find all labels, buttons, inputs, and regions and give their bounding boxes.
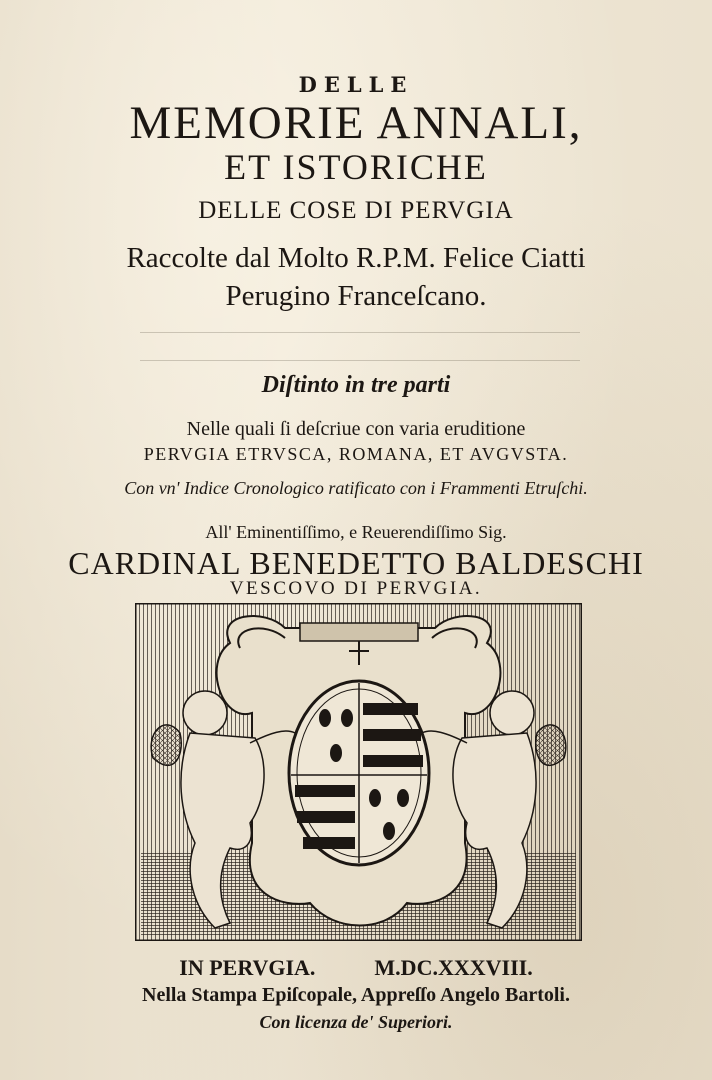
- author-line: Raccolte dal Molto R.P.M. Felice Ciatti: [126, 242, 586, 274]
- description-index-line: Con vn' Indice Cronologico ratificato con i Frammenti Etruſchi.: [124, 478, 588, 498]
- dedicatee-name: CARDINAL BENEDETTO BALDESCHI: [68, 545, 644, 581]
- paper-crease: [140, 360, 580, 361]
- description-heading: Diſtinto in tre parti: [261, 372, 451, 398]
- imprint-license: Con licenza de' Superiori.: [259, 1012, 453, 1032]
- imprint-place: IN PERVGIA.: [179, 955, 316, 980]
- imprint-place-year: [0, 955, 712, 981]
- dedication-salutation: All' Eminentiſſimo, e Reuerendiſſimo Sig.: [205, 522, 507, 542]
- dedicatee-title: VESCOVO DI PERVGIA.: [229, 578, 483, 599]
- imprint-printer: Nella Stampa Epiſcopale, Appreſſo Angelo Bartoli.: [142, 984, 570, 1006]
- description-caps-line: PERVGIA ETRVSCA, ROMANA, ET AVGVSTA.: [143, 444, 569, 464]
- description-line: Nelle quali ſi deſcriue con varia eruditione: [186, 418, 526, 440]
- paper-crease: [140, 332, 580, 333]
- title-line-et-istoriche: ET ISTORICHE: [224, 147, 488, 187]
- imprint-year: M.DC.XXXVIII.: [374, 955, 533, 980]
- title-line-delle: DELLE: [298, 72, 414, 97]
- coat-of-arms-engraving: [135, 603, 582, 941]
- title-line-cose-di-perugia: DELLE COSE DI PERVGIA: [198, 197, 514, 224]
- title-line-memorie-annali: MEMORIE ANNALI,: [129, 97, 583, 149]
- author-origin-line: Perugino Franceſcano.: [225, 280, 487, 312]
